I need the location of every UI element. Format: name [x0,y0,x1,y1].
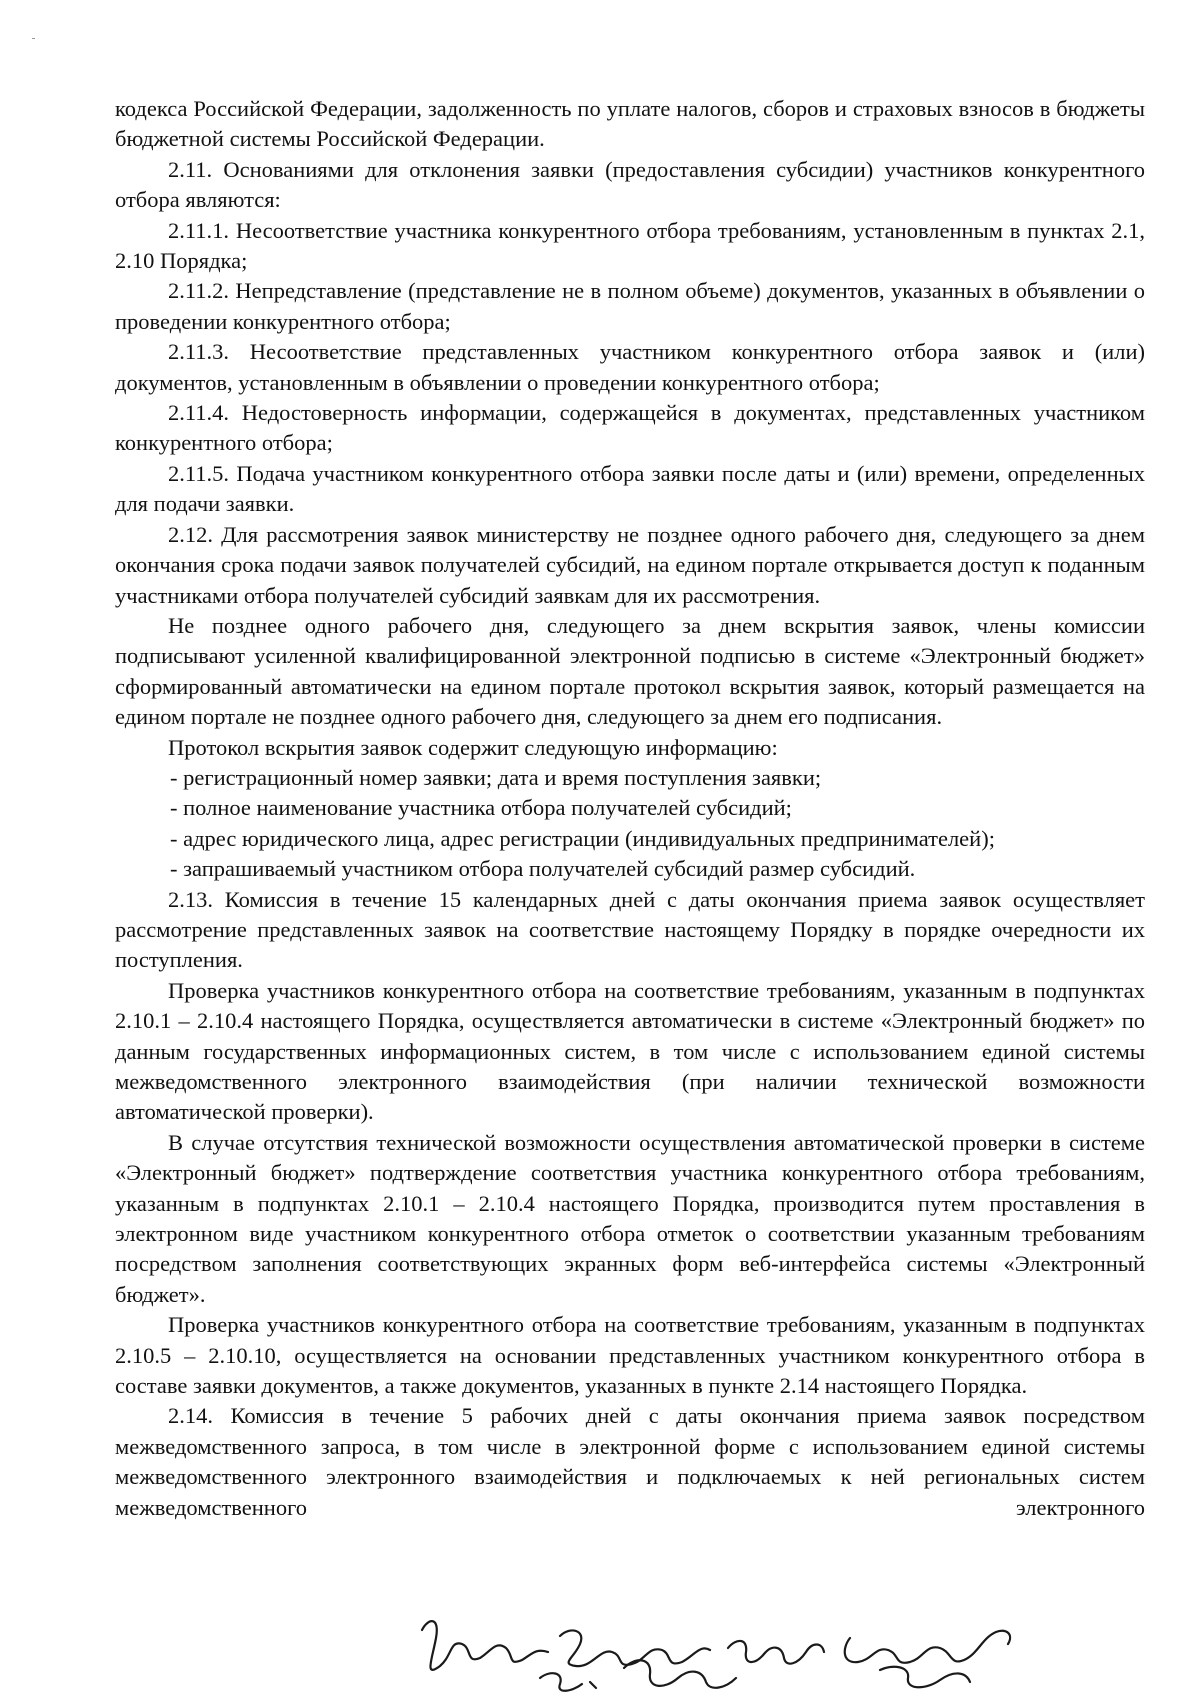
paragraph: кодекса Российской Федерации, задолженность по уплате налогов, сборов и страховых взносов в бюджеты бюджетной системы Российской Федерации. [115,96,1145,152]
paragraph: В случае отсутствия технической возможности осуществления автоматической проверки в системе «Электронный бюджет» подтверждение соответствия участника конкурентного отбора требованиям, указанным в подпунктах 2.10.1 – 2.10.4 настоящего Порядка, производится путем проставления в электронном виде участником конкурентного отбора отметок о соответствии указанным требованиям посредством заполнения соответствующих экранных форм веб-интерфейса системы «Электронный бюджет». [115,1129,1145,1307]
scan-mark [32,38,35,39]
paragraph: 2.11.3. Несоответствие представленных участником конкурентного отбора заявок и (или) документов, установленным в объявлении о проведении конкурентного отбора; [115,339,1145,395]
paragraph: 2.11.1. Несоответствие участника конкурентного отбора требованиям, установленным в пунктах 2.1, 2.10 Порядка; [115,217,1145,274]
paragraph: 2.11.2. Непредставление (представление не в полном объеме) документов, указанных в объявлении о проведении конкурентного отбора; [115,278,1145,334]
paragraph: 2.12. Для рассмотрения заявок министерству не позднее одного рабочего дня, следующего за днем окончания срока подачи заявок получателей субсидий, на едином портале открывается доступ к поданным участниками отбора получателей субсидий заявкам для их рассмотрения. [115,521,1145,608]
paragraph: 2.14. Комиссия в течение 5 рабочих дней с даты окончания приема заявок посредством межведомственного запроса, в том числе в электронной форме с использованием единой системы межведомственного электронного взаимодействия и подключаемых к ней региональных систем межведомственного электронного [115,1403,1145,1520]
paragraph: Проверка участников конкурентного отбора на соответствие требованиям, указанным в подпунктах 2.10.5 – 2.10.10, осуществляется на основании представленных участником конкурентного отбора в составе заявки документов, а также документов, указанных в пункте 2.14 настоящего Порядка. [115,1312,1145,1399]
paragraph: 2.11.5. Подача участником конкурентного отбора заявки после даты и (или) времени, определенных для подачи заявки. [115,460,1145,517]
paragraph: Проверка участников конкурентного отбора на соответствие требованиям, указанным в подпунктах 2.10.1 – 2.10.4 настоящего Порядка, осуществляется автоматически в системе «Электронный бюджет» по данным государственных информационных систем, в том числе с использованием единой системы межведомственного электронного взаимодействия (при наличии технической возможности автоматической проверки). [115,977,1145,1125]
list-item: - полное наименование участника отбора получателей субсидий; [170,795,792,821]
paragraph: Не позднее одного рабочего дня, следующего за днем вскрытия заявок, члены комиссии подписывают усиленной квалифицированной электронной подписью в системе «Электронный бюджет» сформированный автоматически на едином портале протокол вскрытия заявок, который размещается на едином портале не позднее одного рабочего дня, следующего за днем его подписания. [115,612,1145,730]
paragraph: 2.11.4. Недостоверность информации, содержащейся в документах, представленных участником конкурентного отбора; [115,400,1145,456]
paragraph: Протокол вскрытия заявок содержит следующую информацию: [168,734,778,760]
list-item: - адрес юридического лица, адрес регистрации (индивидуальных предпринимателей); [170,825,995,851]
list-item: - регистрационный номер заявки; дата и время поступления заявки; [170,764,822,790]
paragraph: 2.13. Комиссия в течение 15 календарных дней с даты окончания приема заявок осуществляет рассмотрение представленных заявок на соответствие настоящему Порядку в порядке очередности их поступления. [115,886,1145,973]
paragraph: 2.11. Основаниями для отклонения заявки (предоставления субсидии) участников конкурентного отбора являются: [115,156,1145,213]
list-item: - запрашиваемый участником отбора получателей субсидий размер субсидий. [170,856,916,882]
document-body [115,94,1145,1523]
handwritten-signature [410,1608,1030,1698]
